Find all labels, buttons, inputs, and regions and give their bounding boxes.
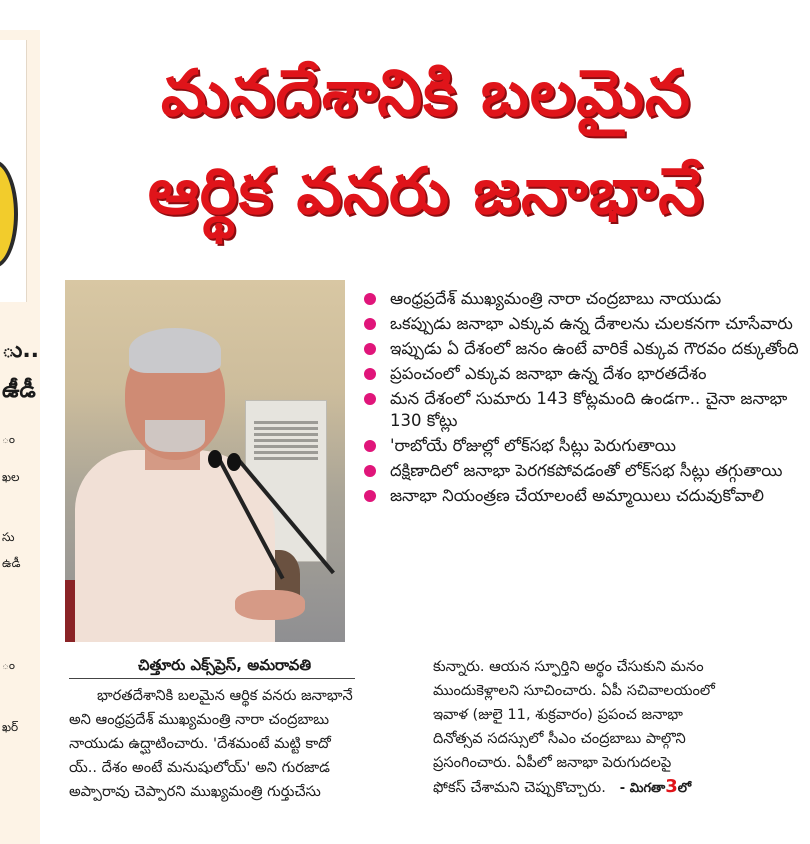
adjacent-emblem [0, 160, 18, 268]
article-line: య్.. దేశం అంటే మనుషులోయ్' అని గురజాడ [69, 759, 330, 776]
article-column-1 [69, 684, 414, 804]
left-adjacent-box [0, 40, 27, 302]
left-fragment: ం [2, 432, 16, 446]
highlight-item: ఇప్పుడు ఏ దేశంలో జనం ఉంటే వారికే ఎక్కువ గౌరవం దక్కుతోంది [362, 338, 802, 360]
left-fragment: సు [2, 530, 15, 544]
left-fragment: ం [2, 658, 16, 672]
speaker-photo [65, 280, 345, 642]
left-fragment: ఖర్ [2, 720, 19, 734]
bullet-icon [364, 368, 376, 380]
headline-line-2: ఆర్థిక వనరు జనాభానే [147, 155, 705, 229]
article-line: భారతదేశానికి బలమైన ఆర్థిక వనరు జనాభానే [97, 687, 353, 704]
highlight-item: ప్రపంచంలో ఎక్కువ జనాభా ఉన్న దేశం భారతదేశం [362, 363, 802, 385]
highlight-item: ఆంధ్రప్రదేశ్ ముఖ్యమంత్రి నారా చంద్రబాబు నాయుడు [362, 288, 802, 310]
left-fragment: ు.. [2, 338, 40, 363]
highlight-item: దక్షిణాదిలో జనాభా పెరగకపోవడంతో లోక్‌సభ సీట్లు తగ్గుతాయి [362, 460, 802, 482]
bullet-icon [364, 440, 376, 452]
bullet-icon [364, 293, 376, 305]
article-line: కున్నారు. ఆయన స్ఫూర్తిని అర్థం చేసుకుని మనం [433, 658, 704, 675]
bullet-icon [364, 393, 376, 405]
article-line: అప్పారావు చెప్పారని ముఖ్యమంత్రి గుర్తుచేసు [69, 783, 321, 800]
highlight-item: 'రాబోయే రోజుల్లో లోక్‌సభ సీట్లు పెరుగుతాయి [362, 435, 802, 457]
bullet-icon [364, 465, 376, 477]
article-line: నాయుడు ఉద్ఘాటించారు. 'దేశమంటే మట్టి కాదో [69, 735, 331, 752]
continuation-note: - మిగతా3లో [619, 776, 692, 797]
article-line: అని ఆంధ్రప్రదేశ్ ముఖ్యమంత్రి నారా చంద్రబాబు [69, 711, 330, 728]
highlight-item: మన దేశంలో సుమారు 143 కోట్లమంది ఉండగా.. చైనా జనాభా 130 కోట్లు [362, 388, 802, 432]
left-fragment: ఉీడీ [2, 378, 36, 403]
byline: చిత్తూరు ఎక్స్‌ప్రెస్, అమరావతి [138, 656, 312, 674]
article-column-2 [433, 655, 788, 799]
headline-line-1: మనదేశానికి బలమైన [161, 57, 691, 131]
article-line: దినోత్సవ సదస్సులో సీఎం చంద్రబాబు పాల్గొని [433, 730, 686, 747]
article-line: ఇవాళ (జులై 11, శుక్రవారం) ప్రపంచ జనాభా [433, 706, 683, 723]
bullet-icon [364, 490, 376, 502]
highlights-list [362, 288, 802, 510]
article-line: ఫోకస్ చేశామని చెప్పుకొచ్చారు. - మిగతా3లో [433, 776, 692, 797]
left-fragment: ఉడీ [2, 556, 21, 570]
highlight-item: ఒకప్పుడు జనాభా ఎక్కువ ఉన్న దేశాలను చులకనగా చూసేవారు [362, 313, 802, 335]
article-line: ముందుకెళ్లాలని సూచించారు. ఏపీ సచివాలయంలో [433, 682, 715, 699]
highlight-item: జనాభా నియంత్రణ చేయాలంటే అమ్మాయిలు చదువుకోవాలి [362, 485, 802, 507]
bullet-icon [364, 318, 376, 330]
article-line: ప్రసంగించారు. ఏపీలో జనాభా పెరుగుదలపై [433, 754, 672, 771]
bullet-icon [364, 343, 376, 355]
continuation-page: 3 [665, 776, 678, 797]
byline-divider [69, 678, 355, 679]
left-fragment: ఖల [2, 470, 20, 484]
